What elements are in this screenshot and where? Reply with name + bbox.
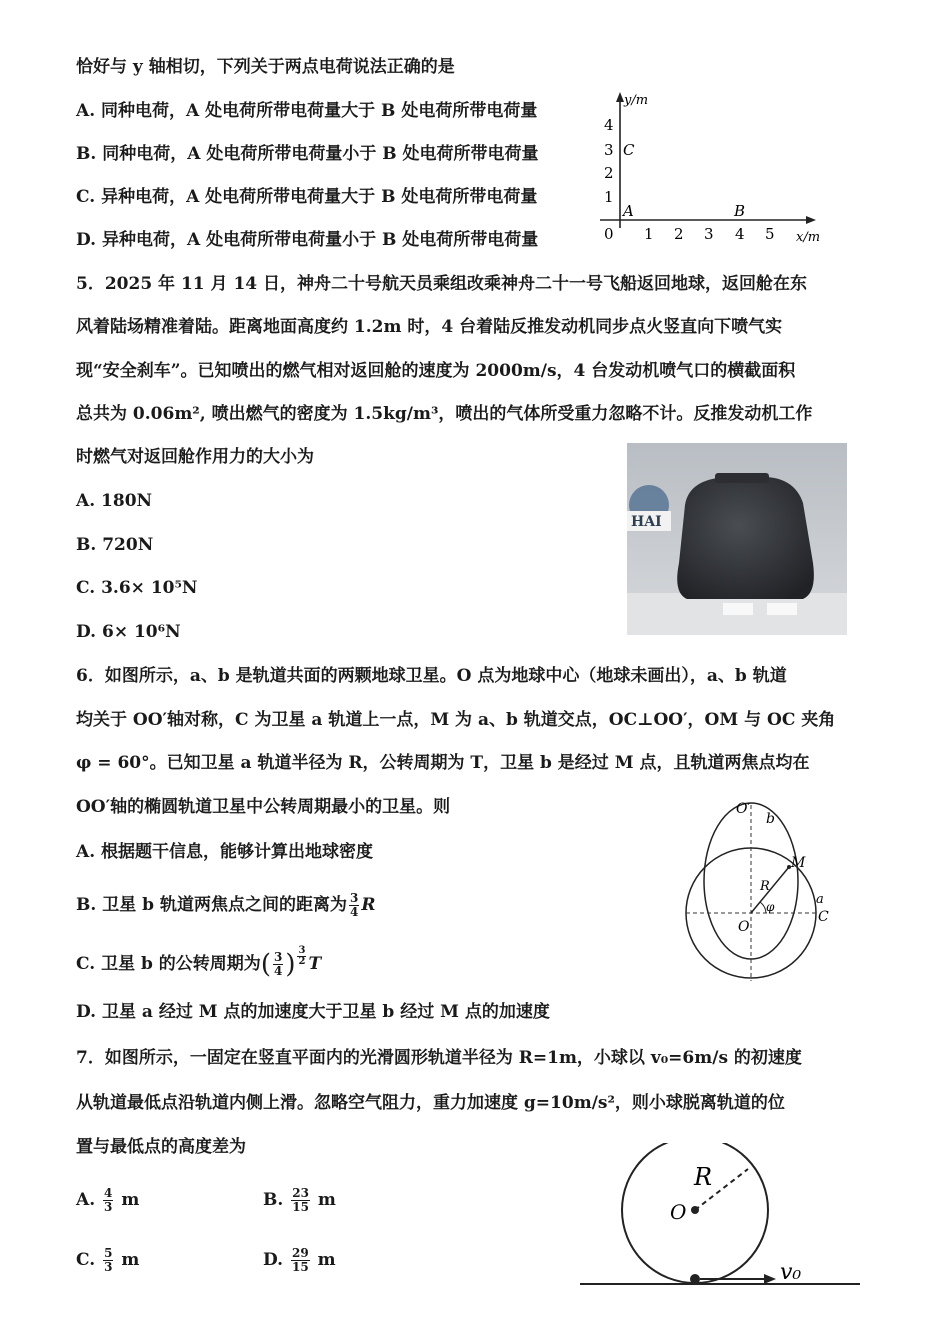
ball-icon xyxy=(690,1274,700,1284)
q6-option-a[interactable]: A. 根据题干信息，能够计算出地球密度 xyxy=(76,842,374,862)
q4-option-d[interactable]: D. 异种电荷，A 处电荷所带电荷量小于 B 处电荷所带电荷量 xyxy=(76,230,539,250)
q6-c-exponent: $\frac{3}{2}$ xyxy=(298,945,306,967)
q7-option-a[interactable]: A. $\frac{4}{3}$ m xyxy=(76,1186,140,1214)
label-o: O xyxy=(738,919,750,935)
label-a: a xyxy=(816,892,824,907)
logo-text: HAI xyxy=(631,514,662,530)
x-axis-arrow-icon xyxy=(806,216,816,224)
y-tick-2: 2 xyxy=(604,164,614,182)
q7-circular-track-figure xyxy=(580,1143,880,1293)
q5-option-a[interactable]: A. 180N xyxy=(76,491,153,511)
x-tick-3: 3 xyxy=(704,225,714,243)
q4-option-a[interactable]: A. 同种电荷，A 处电荷所带电荷量大于 B 处电荷所带电荷量 xyxy=(76,101,538,121)
q7-line-3: 置与最低点的高度差为 xyxy=(76,1137,246,1157)
q6-b-fraction: $\frac{3}{4}$ xyxy=(349,891,359,919)
return-capsule-icon xyxy=(677,477,814,599)
q6-option-c[interactable]: C. 卫星 b 的公转周期为( $\frac{3}{4}$ ) $\frac{3}{2}$ T xyxy=(76,945,322,980)
q7-option-c[interactable]: C. $\frac{5}{3}$ m xyxy=(76,1246,140,1274)
label-b: b xyxy=(766,811,775,827)
q5-line-3: 现“安全刹车”。已知喷出的燃气相对返回舱的速度为 2000m/s，4 台发动机喷气口的横截面积 xyxy=(76,361,796,381)
q4-option-c[interactable]: C. 异种电荷，A 处电荷所带电荷量大于 B 处电荷所带电荷量 xyxy=(76,187,538,207)
q7-option-d[interactable]: D. $\frac{29}{15}$ m xyxy=(263,1246,336,1274)
label-phi: φ xyxy=(766,900,775,914)
q7-option-b[interactable]: B. $\frac{23}{15}$ m xyxy=(263,1186,336,1214)
q6-orbit-figure xyxy=(678,795,848,995)
q6-line-3: φ = 60°。已知卫星 a 轨道半径为 R，公转周期为 T，卫星 b 是经过 M 点，且轨道两焦点均在 xyxy=(76,753,810,773)
x-tick-5: 5 xyxy=(765,225,775,243)
q7-line-1: 7．如图所示，一固定在竖直平面内的光滑圆形轨道半径为 R=1m，小球以 v₀=6m/s 的初速度 xyxy=(76,1048,802,1068)
q5-line-5: 时燃气对返回舱作用力的大小为 xyxy=(76,447,314,467)
label-c: C xyxy=(818,909,829,925)
q5-capsule-photo xyxy=(627,443,847,635)
q5-line-4: 总共为 0.06m², 喷出燃气的密度为 1.5kg/m³，喷出的气体所受重力忽略不计。反推发动机工作 xyxy=(76,404,813,424)
q5-option-d[interactable]: D. 6× 10⁶N xyxy=(76,622,181,642)
q4-coordinate-graph xyxy=(590,88,850,248)
origin-label: 0 xyxy=(604,225,614,243)
q4-option-b[interactable]: B. 同种电荷，A 处电荷所带电荷量小于 B 处电荷所带电荷量 xyxy=(76,144,539,164)
point-b-label: B xyxy=(734,202,746,220)
label-r: R xyxy=(760,879,770,894)
q6-line-4: OO′轴的椭圆轨道卫星中公转周期最小的卫星。则 xyxy=(76,797,451,817)
x-tick-2: 2 xyxy=(674,225,684,243)
y-axis-label: y/m xyxy=(624,93,649,108)
q5-line-2: 风着陆场精准着陆。距离地面高度约 1.2m 时，4 台着陆反推发动机同步点火竖直向下喷气实 xyxy=(76,317,783,337)
y-tick-4: 4 xyxy=(604,116,614,134)
y-axis-arrow-icon xyxy=(616,92,624,102)
q7-line-2: 从轨道最低点沿轨道内侧上滑。忽略空气阻力，重力加速度 g=10m/s²，则小球脱离轨道的位 xyxy=(76,1093,785,1113)
q6-c-fraction: $\frac{3}{4}$ xyxy=(273,950,283,978)
x-tick-4: 4 xyxy=(735,225,745,243)
label-o: O xyxy=(670,1200,687,1224)
label-o-prime: O′ xyxy=(736,801,751,817)
q5-option-b[interactable]: B. 720N xyxy=(76,535,154,555)
q5-option-c[interactable]: C. 3.6× 10⁵N xyxy=(76,578,198,598)
point-a-label: A xyxy=(623,202,634,220)
label-r: R xyxy=(694,1163,713,1191)
q6-line-1: 6．如图所示，a、b 是轨道共面的两颗地球卫星。O 点为地球中心（地球未画出），a、b 轨道 xyxy=(76,666,787,686)
q6-option-d[interactable]: D. 卫星 a 经过 M 点的加速度大于卫星 b 经过 M 点的加速度 xyxy=(76,1002,550,1022)
point-c-label: C xyxy=(623,141,635,159)
x-tick-1: 1 xyxy=(644,225,654,243)
q4-stem-tail: 恰好与 y 轴相切，下列关于两点电荷说法正确的是 xyxy=(76,57,455,77)
y-tick-3: 3 xyxy=(604,141,614,159)
x-axis-label: x/m xyxy=(796,230,821,245)
center-dot xyxy=(691,1206,699,1214)
y-tick-1: 1 xyxy=(604,188,614,206)
q5-line-1: 5．2025 年 11 月 14 日，神舟二十号航天员乘组改乘神舟二十一号飞船返回地球，返回舱在东 xyxy=(76,274,808,294)
q6-option-b[interactable]: B. 卫星 b 轨道两焦点之间的距离为 $\frac{3}{4}$ R xyxy=(76,891,376,919)
label-m: M xyxy=(791,855,806,871)
velocity-arrow-head-icon xyxy=(764,1274,776,1284)
label-v0: v₀ xyxy=(780,1260,802,1285)
q6-line-2: 均关于 OO′轴对称，C 为卫星 a 轨道上一点，M 为 a、b 轨道交点，OC⊥OO′，OM 与 OC 夹角 xyxy=(76,710,836,730)
